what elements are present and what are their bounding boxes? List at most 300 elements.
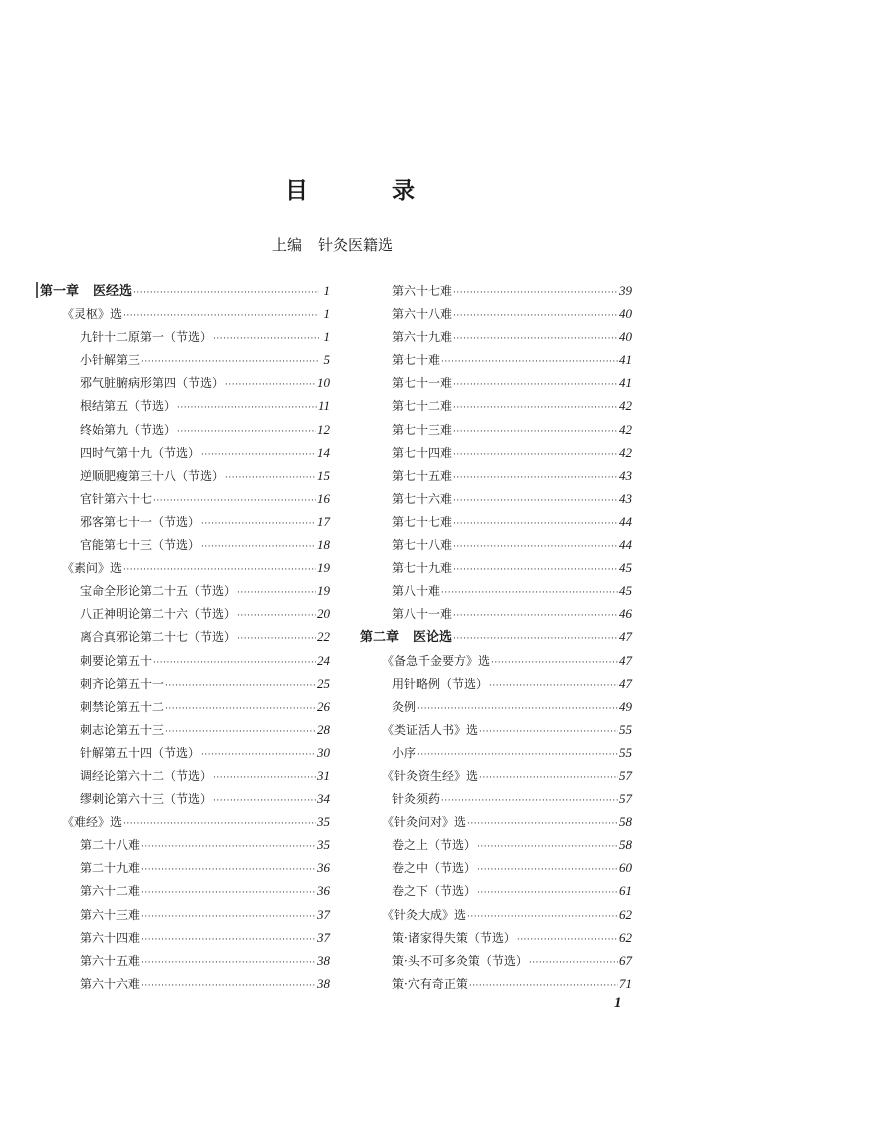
toc-book — [360, 810, 632, 833]
toc-page-number: 71 — [619, 975, 632, 991]
toc-entry-title — [80, 372, 224, 395]
leader-dots — [141, 952, 316, 975]
toc-entry-label: 第六十六难 — [80, 976, 141, 991]
toc-entry-label: 终始第九（节选） — [80, 422, 177, 437]
toc-page-number: 22 — [317, 629, 330, 645]
toc-entry-label: 刺志论第五十三 — [80, 722, 165, 737]
leader-dots — [225, 467, 316, 490]
section-part: 上编 — [272, 236, 303, 254]
toc-entry-title — [392, 303, 452, 326]
leader-dots — [477, 882, 618, 905]
toc-page-number: 31 — [317, 767, 330, 783]
toc-page-number: 20 — [317, 606, 330, 622]
toc-entry — [40, 718, 330, 741]
toc-page-number: 47 — [619, 629, 632, 645]
page-title: 目 录 — [285, 177, 454, 204]
toc-page-number: 28 — [317, 721, 330, 737]
toc-page-number: 58 — [619, 814, 632, 830]
toc-entry-label: 九针十二原第一（节选） — [80, 330, 213, 345]
toc-entry — [40, 510, 330, 533]
toc-entry-label: 第七十四难 — [392, 445, 453, 460]
section-name: 针灸医籍选 — [318, 236, 394, 254]
toc-entry-label: 《针灸大成》选 — [382, 907, 467, 922]
leader-dots — [453, 444, 618, 467]
toc-entry-title — [80, 419, 176, 442]
toc-entry — [360, 949, 632, 972]
toc-entry — [360, 348, 632, 371]
toc-entry — [40, 764, 330, 787]
section-title — [272, 234, 393, 255]
toc-chapter-name: 医论选 — [413, 630, 453, 646]
toc-page-number: 35 — [317, 837, 330, 853]
toc-entry — [40, 949, 330, 972]
toc-entry-title — [80, 534, 200, 557]
toc-entry-label: 刺禁论第五十二 — [80, 699, 165, 714]
toc-entry-title — [392, 950, 528, 973]
toc-entry-label: 策·诸家得失策（节选） — [392, 930, 516, 945]
leader-dots — [491, 652, 618, 675]
leader-dots — [225, 374, 316, 397]
toc-entry-title — [62, 557, 122, 580]
toc-entry — [360, 279, 632, 302]
leader-dots — [453, 559, 618, 582]
toc-entry-label: 邪客第七十一（节选） — [80, 514, 201, 529]
toc-page-number: 58 — [619, 837, 632, 853]
toc-entry — [40, 579, 330, 602]
toc-page-number: 38 — [317, 975, 330, 991]
toc-entry-title — [62, 303, 122, 326]
toc-entry-label: 第七十五难 — [392, 468, 453, 483]
toc-entry — [40, 695, 330, 718]
leader-dots — [453, 305, 618, 328]
toc-entry-label: 《备急千金要方》选 — [382, 653, 491, 668]
leader-dots — [453, 397, 618, 420]
leader-dots — [453, 282, 618, 305]
toc-page-number: 49 — [619, 698, 632, 714]
toc-entry-title — [80, 465, 224, 488]
toc-entry-label: 针灸须药 — [392, 792, 441, 807]
toc-entry — [360, 972, 632, 995]
toc-page-number: 26 — [317, 698, 330, 714]
toc-entry — [40, 394, 330, 417]
toc-page-number: 15 — [317, 467, 330, 483]
toc-entry-title — [382, 904, 466, 927]
toc-chapter — [40, 279, 330, 302]
toc-entry-label: 第六十二难 — [80, 884, 141, 899]
leader-dots — [417, 744, 618, 767]
toc-entry — [40, 972, 330, 995]
toc-entry-title — [80, 904, 140, 927]
toc-entry-title — [80, 326, 212, 349]
toc-entry — [40, 441, 330, 464]
toc-page-number: 1 — [323, 329, 330, 345]
leader-dots — [141, 836, 316, 859]
toc-entry-title — [80, 834, 140, 857]
leader-dots — [201, 444, 316, 467]
toc-entry-label: 第七十二难 — [392, 399, 453, 414]
toc-entry — [360, 579, 632, 602]
leader-dots — [133, 282, 319, 305]
toc-page-number: 43 — [619, 467, 632, 483]
toc-page-number: 35 — [317, 814, 330, 830]
toc-entry-title — [392, 973, 468, 996]
leader-dots — [517, 929, 618, 952]
leader-dots — [453, 467, 618, 490]
toc-entry-title — [80, 488, 152, 511]
toc-entry-title — [80, 788, 212, 811]
toc-entry-title — [392, 880, 476, 903]
leader-dots — [123, 559, 316, 582]
margin-mark — [36, 282, 38, 298]
toc-entry-label: 灸例 — [392, 699, 417, 714]
leader-dots — [453, 421, 618, 444]
leader-dots — [467, 906, 618, 929]
leader-dots — [453, 628, 618, 651]
toc-entry-title — [80, 719, 164, 742]
toc-entry-label: 第二十九难 — [80, 861, 141, 876]
leader-dots — [441, 582, 618, 605]
leader-dots — [141, 351, 319, 374]
toc-entry-label: 第七十八难 — [392, 538, 453, 553]
toc-entry-label: 策·头不可多灸策（节选） — [392, 953, 528, 968]
toc-entry-label: 第七十一难 — [392, 376, 453, 391]
page-number: 1 — [614, 995, 622, 1011]
toc-entry-title — [80, 603, 236, 626]
toc-page-number: 16 — [317, 490, 330, 506]
toc-entry-title — [80, 765, 212, 788]
toc-entry — [360, 441, 632, 464]
toc-chapter-name: 医经选 — [93, 284, 133, 299]
toc-entry — [360, 602, 632, 625]
toc-entry-title — [382, 765, 478, 788]
toc-entry-label: 官能第七十三（节选） — [80, 538, 201, 553]
toc-entry-label: 第七十六难 — [392, 491, 453, 506]
toc-entry-title — [382, 650, 490, 673]
toc-chapter — [360, 625, 632, 648]
leader-dots — [213, 328, 319, 351]
leader-dots — [453, 605, 618, 628]
toc-page-number: 44 — [619, 537, 632, 553]
toc-page-number: 60 — [619, 860, 632, 876]
toc-entry-title — [392, 395, 452, 418]
toc-page-number: 55 — [619, 721, 632, 737]
toc-entry — [40, 325, 330, 348]
toc-entry-title — [392, 280, 452, 303]
toc-entry — [40, 418, 330, 441]
toc-entry — [40, 464, 330, 487]
toc-entry-label: 第六十五难 — [80, 953, 141, 968]
toc-entry-label: 《素问》选 — [62, 561, 123, 576]
toc-entry-title — [392, 673, 488, 696]
toc-page-number: 57 — [619, 767, 632, 783]
toc-entry-title — [80, 673, 164, 696]
toc-page-number: 47 — [619, 652, 632, 668]
toc-entry — [360, 787, 632, 810]
toc-entry-title — [392, 557, 452, 580]
toc-page-number: 37 — [317, 906, 330, 922]
toc-entry-title — [80, 626, 236, 649]
toc-entry — [40, 903, 330, 926]
toc-entry-label: 第六十四难 — [80, 930, 141, 945]
leader-dots — [201, 536, 316, 559]
toc-entry — [40, 487, 330, 510]
toc-entry-label: 第六十九难 — [392, 330, 453, 345]
toc-entry-title — [392, 511, 452, 534]
toc-page-number: 41 — [619, 352, 632, 368]
toc-entry-title — [392, 696, 416, 719]
toc-entry-title — [382, 811, 466, 834]
leader-dots — [477, 859, 618, 882]
toc-page-number: 42 — [619, 398, 632, 414]
toc-entry-label: 第七十难 — [392, 353, 441, 368]
leader-dots — [441, 351, 618, 374]
toc-page-number: 62 — [619, 929, 632, 945]
toc-entry-label: 刺齐论第五十一 — [80, 676, 165, 691]
toc-entry-title — [392, 857, 476, 880]
leader-dots — [453, 374, 618, 397]
toc-page-number: 5 — [323, 352, 330, 368]
toc-entry-title — [80, 696, 164, 719]
toc-book — [40, 810, 330, 833]
toc-page-number: 36 — [317, 883, 330, 899]
toc-entry — [40, 533, 330, 556]
toc-entry-label: 八正神明论第二十六（节选） — [80, 607, 237, 622]
toc-entry — [40, 649, 330, 672]
toc-page-number: 14 — [317, 444, 330, 460]
toc-entry-label: 第二章 — [360, 630, 400, 646]
toc-entry-title — [80, 857, 140, 880]
toc-entry — [360, 533, 632, 556]
toc-entry — [40, 787, 330, 810]
toc-entry-title — [392, 465, 452, 488]
toc-entry-title — [392, 442, 452, 465]
toc-page-number: 57 — [619, 791, 632, 807]
toc-entry-label: 《灵枢》选 — [62, 307, 123, 322]
toc-entry — [360, 926, 632, 949]
leader-dots — [165, 721, 316, 744]
toc-entry-label: 《针灸资生经》选 — [382, 768, 479, 783]
toc-entry-label: 小针解第三 — [80, 353, 141, 368]
leader-dots — [237, 628, 316, 651]
toc-page-number: 19 — [317, 560, 330, 576]
toc-entry-label: 小序 — [392, 745, 417, 760]
toc-entry-title — [62, 811, 122, 834]
toc-page-number: 62 — [619, 906, 632, 922]
toc-entry-label: 第一章 — [40, 284, 80, 299]
toc-entry — [360, 556, 632, 579]
toc-entry — [360, 487, 632, 510]
toc-page-number: 36 — [317, 860, 330, 876]
leader-dots — [417, 698, 618, 721]
leader-dots — [141, 975, 316, 998]
toc-page-number: 40 — [619, 306, 632, 322]
toc-entry — [40, 879, 330, 902]
toc-page-number: 46 — [619, 606, 632, 622]
toc-page-number: 39 — [619, 283, 632, 298]
toc-entry-label: 第八十难 — [392, 584, 441, 599]
toc-entry-label: 第八十一难 — [392, 607, 453, 622]
toc-page-number: 43 — [619, 490, 632, 506]
toc-entry-label: 逆顺肥瘦第三十八（节选） — [80, 468, 225, 483]
toc-entry-title — [80, 950, 140, 973]
toc-entry — [360, 672, 632, 695]
toc-entry-title — [392, 534, 452, 557]
leader-dots — [479, 721, 618, 744]
toc-page-number: 18 — [317, 537, 330, 553]
toc-entry-title — [392, 927, 516, 950]
toc-page-number: 45 — [619, 583, 632, 599]
leader-dots — [237, 582, 316, 605]
leader-dots — [477, 836, 618, 859]
toc-entry-title — [392, 580, 440, 603]
toc-left-column — [40, 279, 330, 995]
toc-entry-title — [392, 742, 416, 765]
toc-page-number: 17 — [317, 513, 330, 529]
toc-entry-label: 根结第五（节选） — [80, 399, 177, 414]
leader-dots — [123, 813, 316, 836]
leader-dots — [165, 698, 316, 721]
toc-entry — [40, 672, 330, 695]
toc-entry — [40, 926, 330, 949]
toc-page-number: 42 — [619, 421, 632, 437]
toc-page-number: 1 — [323, 306, 330, 322]
leader-dots — [141, 929, 316, 952]
leader-dots — [201, 513, 316, 536]
toc-entry-title — [392, 488, 452, 511]
toc-page-number: 44 — [619, 513, 632, 529]
leader-dots — [441, 790, 618, 813]
toc-entry-label: 卷之中（节选） — [392, 861, 477, 876]
leader-dots — [141, 859, 316, 882]
toc-entry — [360, 741, 632, 764]
toc-entry-title — [80, 349, 140, 372]
toc-entry-label: 《类证活人书》选 — [382, 722, 479, 737]
toc-entry-title — [392, 349, 440, 372]
toc-entry-label: 第七十三难 — [392, 422, 453, 437]
toc-entry — [40, 602, 330, 625]
toc-entry-title — [80, 442, 200, 465]
toc-entry — [360, 695, 632, 718]
toc-entry — [40, 371, 330, 394]
leader-dots — [469, 975, 618, 998]
toc-page-number: 10 — [317, 375, 330, 391]
leader-dots — [453, 490, 618, 513]
toc-page-number: 67 — [619, 952, 632, 968]
leader-dots — [153, 490, 316, 513]
leader-dots — [489, 675, 618, 698]
toc-page-number: 55 — [619, 744, 632, 760]
leader-dots — [123, 305, 319, 328]
toc-entry-label: 刺要论第五十 — [80, 653, 153, 668]
toc-page-number: 34 — [317, 791, 330, 807]
toc-entry-label: 用针略例（节选） — [392, 676, 489, 691]
leader-dots — [201, 744, 316, 767]
toc-entry-label: 第七十九难 — [392, 561, 453, 576]
toc-entry — [360, 371, 632, 394]
toc-entry-label: 宝命全形论第二十五（节选） — [80, 584, 237, 599]
toc-entry-title — [360, 626, 452, 649]
toc-entry-title — [392, 372, 452, 395]
toc-entry-label: 《针灸问对》选 — [382, 815, 467, 830]
toc-entry-title — [382, 719, 478, 742]
toc-entry-label: 调经论第六十二（节选） — [80, 768, 213, 783]
toc-entry — [40, 348, 330, 371]
leader-dots — [141, 906, 316, 929]
toc-entry — [360, 879, 632, 902]
toc-entry-title — [80, 511, 200, 534]
toc-entry-label: 第七十七难 — [392, 514, 453, 529]
leader-dots — [213, 767, 316, 790]
toc-entry-label: 四时气第十九（节选） — [80, 445, 201, 460]
leader-dots — [177, 421, 316, 444]
toc-entry-label: 针解第五十四（节选） — [80, 745, 201, 760]
toc-book — [40, 302, 330, 325]
toc-entry — [360, 325, 632, 348]
toc-entry — [40, 625, 330, 648]
toc-right-column — [360, 279, 632, 995]
toc-entry-label: 离合真邪论第二十七（节选） — [80, 630, 237, 645]
toc-entry — [40, 856, 330, 879]
toc-entry — [360, 464, 632, 487]
toc-book — [40, 556, 330, 579]
toc-book — [360, 649, 632, 672]
toc-entry — [360, 302, 632, 325]
toc-page-number: 38 — [317, 952, 330, 968]
toc-entry-title — [80, 973, 140, 996]
toc-page-number: 61 — [619, 883, 632, 899]
leader-dots — [237, 605, 316, 628]
toc-entry-label: 第二十八难 — [80, 838, 141, 853]
toc-book — [360, 764, 632, 787]
toc-entry-label: 缪刺论第六十三（节选） — [80, 792, 213, 807]
leader-dots — [177, 397, 317, 420]
toc-entry — [360, 856, 632, 879]
toc-book — [360, 718, 632, 741]
leader-dots — [529, 952, 618, 975]
toc-page-number: 40 — [619, 329, 632, 345]
toc-entry — [360, 394, 632, 417]
leader-dots — [141, 882, 316, 905]
leader-dots — [467, 813, 618, 836]
toc-page-number: 37 — [317, 929, 330, 945]
toc-entry-label: 卷之下（节选） — [392, 884, 477, 899]
toc-page-number: 25 — [317, 675, 330, 691]
toc-entry — [360, 418, 632, 441]
toc-entry — [40, 741, 330, 764]
toc-entry-title — [80, 880, 140, 903]
toc-entry-title — [80, 395, 176, 418]
toc-page-number: 45 — [619, 560, 632, 576]
toc-page-number: 1 — [323, 283, 330, 298]
toc-page-number: 12 — [317, 421, 330, 437]
leader-dots — [479, 767, 618, 790]
toc-page-number: 47 — [619, 675, 632, 691]
toc-entry-title — [392, 788, 440, 811]
toc-entry-label: 邪气脏腑病形第四（节选） — [80, 376, 225, 391]
toc-page-number: 11 — [317, 398, 330, 414]
toc-entry-label: 第六十八难 — [392, 307, 453, 322]
toc-entry-title — [80, 650, 152, 673]
toc-entry-title — [80, 580, 236, 603]
toc-entry-title — [392, 326, 452, 349]
toc-entry-label: 《难经》选 — [62, 815, 123, 830]
toc-page-number: 41 — [619, 375, 632, 391]
leader-dots — [453, 513, 618, 536]
leader-dots — [453, 536, 618, 559]
toc-entry-label: 第六十三难 — [80, 907, 141, 922]
toc-entry-label: 策·穴有奇正策 — [392, 976, 468, 991]
toc-entry — [40, 833, 330, 856]
